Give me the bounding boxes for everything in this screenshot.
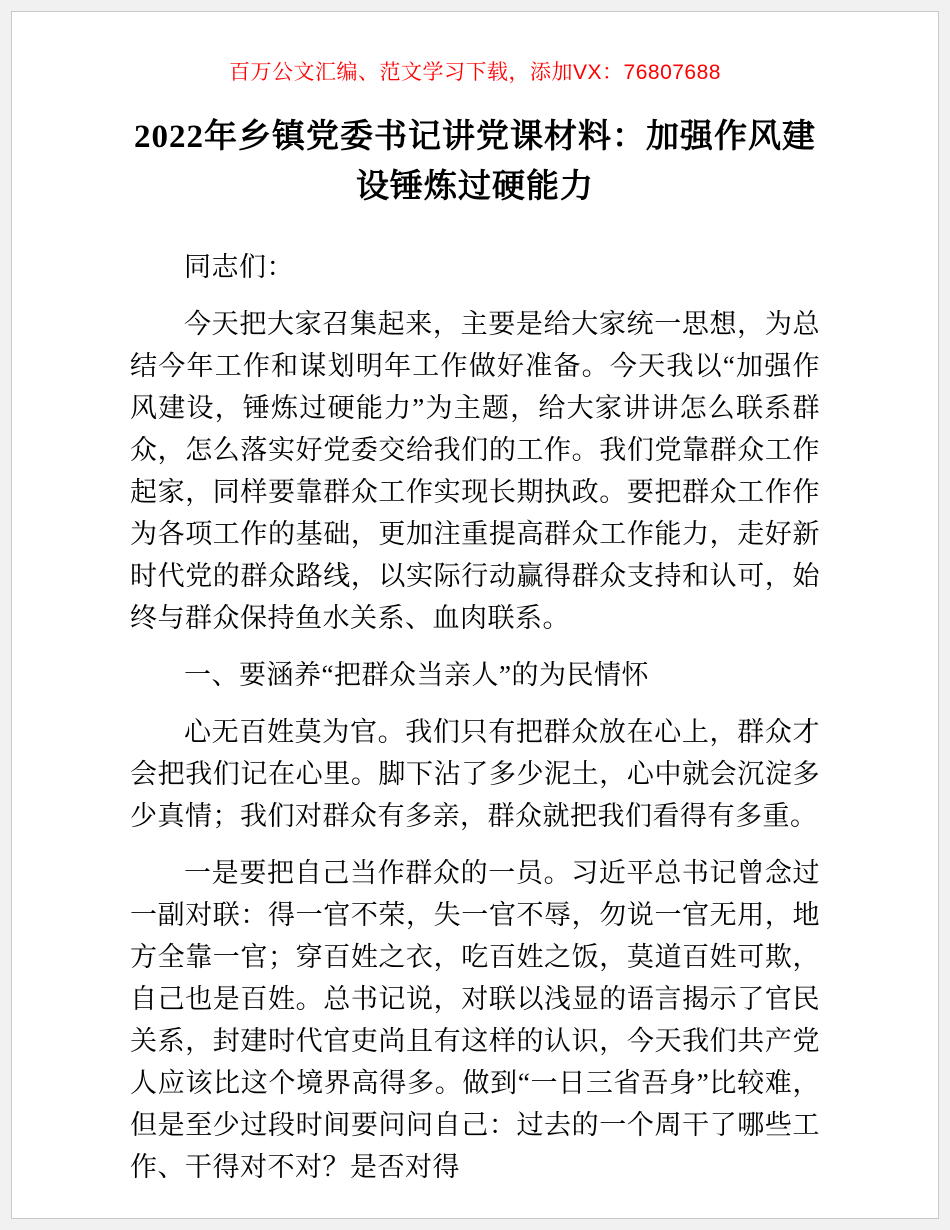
heading-section-1: 一、要涵养“把群众当亲人”的为民情怀: [184, 660, 649, 690]
document-content: [12, 12, 938, 1188]
paragraph-greeting: 同志们：: [184, 252, 294, 282]
document-title: [130, 112, 820, 212]
paragraph-body-2: 一是要把自己当作群众的一员。习近平总书记曾念过一副对联：得一官不荣，失一官不辱，勿说一官无用，地方全靠一官；穿百姓之衣，吃百姓之饭，莫道百姓可欺，自己也是百姓。总书记说，对联以浅显的语言揭示了官民关系，封建时代官吏尚且有这样的认识，今天我们共产党人应该比这个境界高得多。做到“一日三省吾身”比较难，但是至少过段时间要问问自己：过去的一个周干了哪些工作、干得对不对？是否对得: [130, 858, 820, 1182]
paragraph-intro: 今天把大家召集起来，主要是给大家统一思想，为总结今年工作和谋划明年工作做好准备。今天我以“加强作风建设，锤炼过硬能力”为主题，给大家讲讲怎么联系群众，怎么落实好党委交给我们的工作。我们党靠群众工作起家，同样要靠群众工作实现长期执政。要把群众工作作为各项工作的基础，更加注重提高群众工作能力，走好新时代党的群众路线，以实际行动赢得群众支持和认可，始终与群众保持鱼水关系、血肉联系。: [130, 309, 820, 633]
title-line-2: 设锤炼过硬能力: [356, 169, 594, 205]
paragraph-body-1: 心无百姓莫为官。我们只有把群众放在心上，群众才会把我们记在心里。脚下沾了多少泥土，心中就会沉淀多少真情；我们对群众有多亲，群众就把我们看得有多重。: [130, 717, 820, 831]
document-page: [11, 11, 939, 1219]
title-line-1: 2022年乡镇党委书记讲党课材料：加强作风建: [134, 119, 816, 155]
header-notice: 百万公文汇编、范文学习下载，添加VX：76807688: [229, 61, 721, 84]
